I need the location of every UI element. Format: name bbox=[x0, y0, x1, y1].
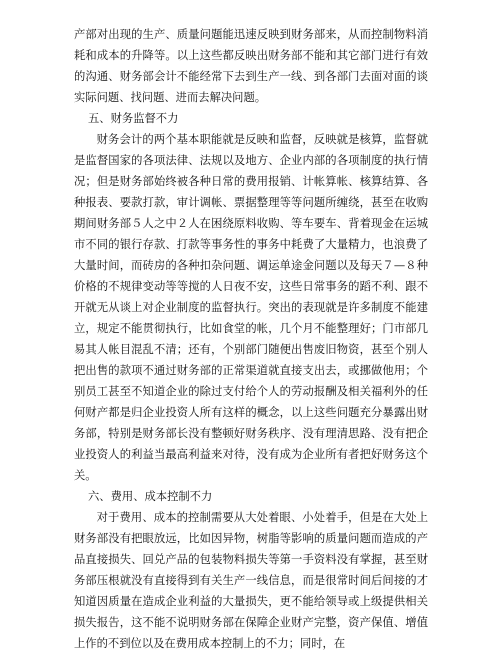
paragraph-communication: 产部对出现的生产、质量问题能迅速反映到财务部来，从而控制物料消耗和成本的升降等。以上这些都反映出财务部不能和其它部门进行有效的沟通、财务部会计不能经常下去到生产一线、到各部门去面对面的谈实际问题、找问题、进而去解决问题。 bbox=[74, 28, 428, 104]
paragraph-supervision: 财务会计的两个基本职能就是反映和监督，反映就是核算，监督就是监督国家的各项法律、法规以及地方、企业内部的各项制度的执行情况；但是财务部始终被各种日常的费用报销、计帐算帐、核算结算、各种报表、要款打款，审计调帐、票据整理等等问题所缠绕，甚至在收购期间财务部５人之中２人在困绕原料收购、等车要车、背着现金在运城市不同的银行存款、打款等事务性的事务中耗费了大量精力，也浪费了大量时间，而砖房的各种扣杂问题、调运单途金问题以及每天７—８种价格的不规律变动等等搅的人日夜不安，这些日常事务的蹈不利、跟不开就无从谈上对企业制度的监督执行。突出的表现就是许多制度不能建立，规定不能贯彻执行，比如食堂的帐，几个月不能整理好；门市部几易其人帐目混乱不清；还有，个别部门随便出售废旧物资，甚至个别人把出售的款项不通过财务部的正常渠道就直接支出去，或挪做他用；个别员工甚至不知道企业的除过支付给个人的劳动报酬及相关福利外的任何财产都是归企业投资人所有这样的概念，以上这些问题充分暴露出财务部，特别是财务部长没有整顿好财务秩序、没有理清思路、没有把企业投资人的利益当最高利益来对待，没有成为企业所有者把好财务这个关。 bbox=[74, 133, 428, 482]
document-page bbox=[74, 24, 428, 654]
section-heading-5: 五、财务监督不力 bbox=[88, 112, 179, 125]
paragraph-cost-control: 对于费用、成本的控制需要从大处着眼、小处着手，但是在大处上财务部没有把眼放远，比如因异物，树脂等影响的质量问题而造成的产品直接损失、回兑产品的包装物料损失等第一手资料没有掌握，甚至财务部压根就没有直接得到有关生产一线信息，而是很常时间后间接的才知道因质量在造成企业利益的大量损失，更不能给领导或上级提供相关损失报告，这不能不说明财务部在保障企业财产完整，资产保值、增值上作的不到位以及在费用成本控制上的不力；同时，在 bbox=[74, 511, 428, 650]
section-heading-6: 六、费用、成本控制不力 bbox=[88, 490, 213, 503]
